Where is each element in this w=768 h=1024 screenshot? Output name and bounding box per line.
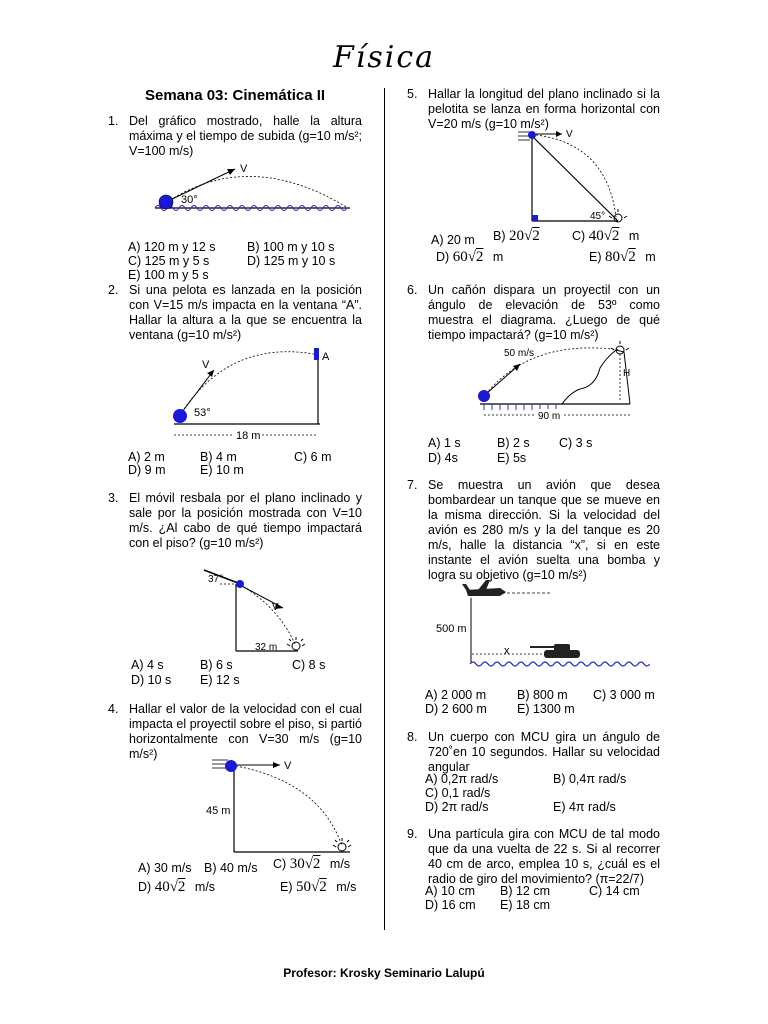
- option-d: D) 10 s: [131, 673, 172, 687]
- option-e: E) 10 m: [200, 463, 244, 477]
- q3-v-label: V: [272, 602, 279, 613]
- option-d: D) 4s: [428, 451, 458, 465]
- q1-angle-label: 30°: [181, 194, 198, 206]
- page-title: Física: [332, 40, 436, 75]
- option-d: D) 2π rad/s: [425, 800, 489, 814]
- option-c: C) 30√2 m/s: [273, 856, 351, 872]
- question-number: 6.: [407, 283, 418, 297]
- option-c: C) 3 000 m: [593, 688, 655, 702]
- teacher-footer: Profesor: Krosky Seminario Lalupú: [283, 966, 485, 980]
- question-text: Una partícula gira con MCU de tal modo que da una vuelta de 22 s. Si al recorrer 40 cm de arco, emplea 10 s, ¿cuál es el radio de giro del movimiento? (π=22/7): [428, 827, 660, 886]
- q5-diagram: [512, 124, 630, 226]
- option-e: E) 100 m y 5 s: [128, 268, 209, 282]
- airplane-icon: [462, 580, 506, 596]
- question-text: Se muestra un avión que desea bombardear un tanque que se mueve en la misma dirección. Si la velocidad del avión es 280 m/s y la del tanque es 20 m/s, halle la distancia “x”, si en este instante el avión suelta una bomba y logra su objetivo (g=10 m/s²): [428, 478, 660, 582]
- option-d: D) 16 cm: [425, 898, 476, 912]
- q2-window-label: A: [322, 351, 330, 363]
- q1-diagram: [150, 158, 360, 220]
- q6-velocity-label: 50 m/s: [504, 348, 535, 359]
- option-b: B) 40 m/s: [204, 861, 258, 875]
- q3-diagram: [198, 566, 328, 658]
- q4-diagram: [200, 752, 360, 856]
- question-9: [407, 827, 659, 889]
- option-d: D) 9 m: [128, 463, 166, 477]
- option-b: B) 20√2: [493, 228, 540, 244]
- question-text: El móvil resbala por el plano inclinado y sale por la posición mostrada con V=10 m/s. ¿Al cabo de qué tiempo impactará con el piso? (g=10 m/s²): [129, 491, 362, 550]
- question-text: Si una pelota es lanzada en la posición con V=15 m/s impacta en la ventana “A”. Hallar la altura a la que se encuentra la ventana (g=10 m/s²): [129, 283, 362, 342]
- option-c: C) 40√2 m: [572, 228, 640, 244]
- question-number: 5.: [407, 87, 418, 101]
- option-c: C) 14 cm: [589, 884, 640, 898]
- question-2: [108, 283, 363, 345]
- q2-v-label: V: [202, 359, 210, 371]
- q2-distance-label: 18 m: [236, 430, 261, 442]
- question-number: 8.: [407, 730, 418, 744]
- q6-distance-label: 90 m: [538, 411, 561, 422]
- q5-v-label: V: [566, 129, 573, 140]
- impact-icon: [287, 637, 305, 650]
- q5-angle-label: 45°: [590, 211, 606, 222]
- option-a: A) 20 m: [431, 233, 475, 247]
- option-d: D) 40√2 m/s: [138, 879, 216, 895]
- option-e: E) 5s: [497, 451, 527, 465]
- option-c: C) 6 m: [294, 450, 332, 464]
- question-number: 4.: [108, 702, 119, 716]
- impact-icon: [333, 838, 351, 851]
- tank-icon: [530, 644, 580, 658]
- column-divider: [384, 88, 385, 930]
- option-e: E) 18 cm: [500, 898, 551, 912]
- option-c: C) 8 s: [292, 658, 326, 672]
- option-a: A) 2 000 m: [425, 688, 487, 702]
- option-b: B) 2 s: [497, 436, 530, 450]
- question-number: 9.: [407, 827, 418, 841]
- question-text: Hallar el valor de la velocidad con el cual impacta el proyectil sobre el piso, si partió horizontalmente con V=30 m/s (g=10 m/s²): [129, 702, 362, 761]
- q7-x-label: x: [504, 645, 510, 657]
- option-e: E) 12 s: [200, 673, 240, 687]
- option-b: B) 4 m: [200, 450, 237, 464]
- question-8: [407, 730, 659, 775]
- option-b: B) 12 cm: [500, 884, 551, 898]
- option-e: E) 50√2 m/s: [280, 879, 357, 895]
- q6-diagram: [472, 340, 642, 424]
- option-a: A) 10 cm: [425, 884, 476, 898]
- q3-angle-label: 37°: [208, 574, 224, 585]
- question-number: 7.: [407, 478, 418, 492]
- question-text: Un cañón dispara un proyectil con un ángulo de elevación de 53º como muestra el diagrama. ¿Luego de qué tiempo impactará? (g=10 m/s²): [428, 283, 660, 342]
- option-e: E) 80√2 m: [589, 249, 656, 265]
- option-c: C) 3 s: [559, 436, 593, 450]
- q2-diagram: [170, 340, 355, 445]
- option-e: E) 4π rad/s: [553, 800, 616, 814]
- question-6: [407, 283, 659, 345]
- option-d: D) 60√2 m: [436, 249, 504, 265]
- option-b: B) 6 s: [200, 658, 233, 672]
- option-c: C) 125 m y 5 s: [128, 254, 210, 268]
- question-number: 2.: [108, 283, 119, 297]
- q4-v-label: V: [284, 760, 292, 772]
- option-a: A) 2 m: [128, 450, 165, 464]
- option-c: C) 0,1 rad/s: [425, 786, 491, 800]
- question-3: [108, 491, 363, 553]
- option-a: A) 120 m y 12 s: [128, 240, 216, 254]
- q6-height-label: H: [623, 368, 631, 379]
- question-number: 3.: [108, 491, 119, 505]
- option-d: D) 2 600 m: [425, 702, 487, 716]
- question-text: Hallar la longitud del plano inclinado si la pelotita se lanza en forma horizontal con V=20 m/s (g=10 m/s²): [428, 87, 660, 131]
- option-b: B) 100 m y 10 s: [247, 240, 335, 254]
- option-a: A) 4 s: [131, 658, 164, 672]
- q7-diagram: [430, 578, 650, 672]
- q1-v-label: V: [240, 163, 248, 175]
- option-a: A) 0,2π rad/s: [425, 772, 499, 786]
- question-1: [108, 114, 363, 164]
- option-d: D) 125 m y 10 s: [247, 254, 336, 268]
- option-a: A) 1 s: [428, 436, 461, 450]
- q2-angle-label: 53°: [194, 407, 211, 419]
- question-number: 1.: [108, 114, 119, 128]
- q7-height-label: 500 m: [436, 623, 467, 635]
- section-heading: Semana 03: Cinemática II: [145, 87, 326, 104]
- option-b: B) 0,4π rad/s: [553, 772, 627, 786]
- question-7: [407, 478, 660, 582]
- option-a: A) 30 m/s: [138, 861, 192, 875]
- option-e: E) 1300 m: [517, 702, 575, 716]
- question-text: Del gráfico mostrado, halle la altura máxima y el tiempo de subida (g=10 m/s²; V=100 m/s): [129, 114, 362, 158]
- q4-height-label: 45 m: [206, 805, 231, 817]
- q3-distance-label: 32 m: [255, 642, 278, 653]
- question-text: Un cuerpo con MCU gira un ángulo de 720˚en 10 segundos. Hallar su velocidad angular: [428, 730, 660, 774]
- option-b: B) 800 m: [517, 688, 568, 702]
